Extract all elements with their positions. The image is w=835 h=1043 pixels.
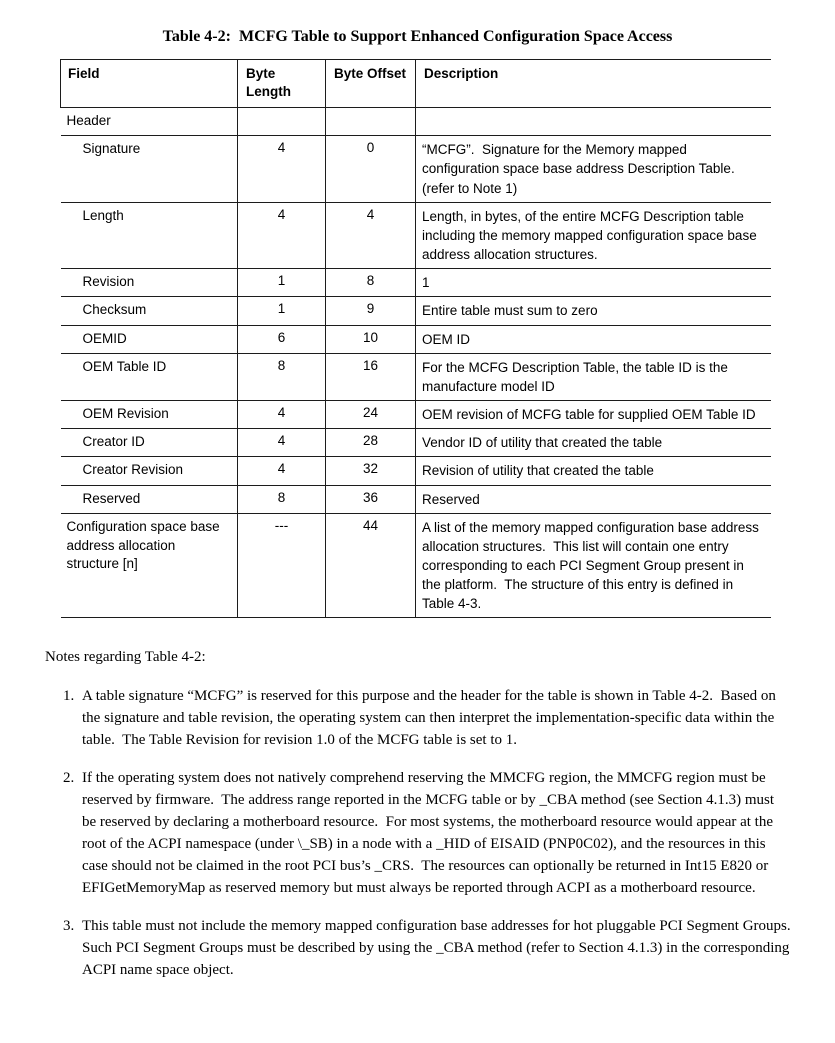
notes-list bbox=[45, 685, 799, 981]
byte-length-cell: --- bbox=[238, 513, 326, 618]
description-cell: OEM revision of MCFG table for supplied OEM Table ID bbox=[416, 401, 771, 429]
byte-length-cell: 8 bbox=[238, 353, 326, 400]
field-cell: Reserved bbox=[61, 485, 238, 513]
description-cell: For the MCFG Description Table, the table ID is the manufacture model ID bbox=[416, 353, 771, 400]
column-header-description: Description bbox=[416, 60, 771, 108]
byte-length-cell: 8 bbox=[238, 485, 326, 513]
column-header-byte-length: Byte Length bbox=[238, 60, 326, 108]
byte-offset-cell: 44 bbox=[326, 513, 416, 618]
byte-offset-cell: 28 bbox=[326, 429, 416, 457]
description-cell: Reserved bbox=[416, 485, 771, 513]
byte-length-cell: 4 bbox=[238, 136, 326, 202]
table-caption: Table 4-2: MCFG Table to Support Enhanced Configuration Space Access bbox=[162, 28, 673, 45]
byte-offset-cell: 32 bbox=[326, 457, 416, 485]
header-row bbox=[61, 60, 771, 108]
byte-length-cell: 4 bbox=[238, 429, 326, 457]
byte-offset-cell: 16 bbox=[326, 353, 416, 400]
table-row bbox=[61, 401, 771, 429]
description-cell: Revision of utility that created the table bbox=[416, 457, 771, 485]
note-item: 3. This table must not include the memory mapped configuration base addresses for hot pluggable PCI Segment Groups. Such PCI Segment Groups must be described by using the _CBA method (refer to Section 4.1.3) in the corresponding ACPI name space object. bbox=[78, 915, 791, 981]
table-row bbox=[61, 297, 771, 325]
byte-length-cell: 4 bbox=[238, 202, 326, 268]
table-row bbox=[61, 513, 771, 618]
description-cell: “MCFG”. Signature for the Memory mapped configuration space base address Description Table. (refer to Note 1) bbox=[416, 136, 771, 202]
byte-offset-cell: 24 bbox=[326, 401, 416, 429]
description-cell: Entire table must sum to zero bbox=[416, 297, 771, 325]
byte-offset-cell: 36 bbox=[326, 485, 416, 513]
field-cell: Creator Revision bbox=[61, 457, 238, 485]
table-row bbox=[61, 269, 771, 297]
field-cell: Revision bbox=[61, 269, 238, 297]
byte-offset-cell: 4 bbox=[326, 202, 416, 268]
column-header-field: Field bbox=[61, 60, 238, 108]
table-row bbox=[61, 325, 771, 353]
field-cell: Checksum bbox=[61, 297, 238, 325]
field-cell: Configuration space base address allocation structure [n] bbox=[61, 513, 238, 618]
field-cell: Signature bbox=[61, 136, 238, 202]
byte-length-cell: 1 bbox=[238, 297, 326, 325]
description-cell: 1 bbox=[416, 269, 771, 297]
byte-offset-cell: 0 bbox=[326, 136, 416, 202]
byte-length-cell: 4 bbox=[238, 457, 326, 485]
field-cell: OEMID bbox=[61, 325, 238, 353]
mcfg-table bbox=[60, 59, 771, 618]
byte-length-cell: 6 bbox=[238, 325, 326, 353]
byte-length-cell: 4 bbox=[238, 401, 326, 429]
field-cell: Header bbox=[61, 108, 238, 136]
byte-offset-cell: 10 bbox=[326, 325, 416, 353]
description-cell: OEM ID bbox=[416, 325, 771, 353]
description-cell: Length, in bytes, of the entire MCFG Description table including the memory mapped configuration space base address allocation structures. bbox=[416, 202, 771, 268]
note-item: 2. If the operating system does not natively comprehend reserving the MMCFG region, the MMCFG region must be reserved by firmware. The address range reported in the MCFG table or by _CBA method (see Section 4.1.3) must be reserved by declaring a motherboard resource. For most systems, the motherboard resource would appear at the root of the ACPI namespace (under \_SB) in a node with a _HID of EISAID (PNP0C02), and the resources in this case should not be claimed in the root PCI bus’s _CRS. The resources can optionally be returned in Int15 E820 or EFIGetMemoryMap as reserved memory but must always be reported through ACPI as a motherboard resource. bbox=[78, 767, 791, 899]
table-row bbox=[61, 136, 771, 202]
note-item: 1. A table signature “MCFG” is reserved for this purpose and the header for the table is shown in Table 4-2. Based on the signature and table revision, the operating system can then interpret the implementation-specific data within the table. The Table Revision for revision 1.0 of the MCFG table is set to 1. bbox=[78, 685, 791, 751]
field-cell: Length bbox=[61, 202, 238, 268]
byte-length-cell bbox=[238, 108, 326, 136]
byte-offset-cell: 8 bbox=[326, 269, 416, 297]
notes-heading: Notes regarding Table 4-2: bbox=[45, 649, 206, 666]
table-row bbox=[61, 202, 771, 268]
description-cell: A list of the memory mapped configuration base address allocation structures. This list will contain one entry corresponding to each PCI Segment Group present in the platform. The structure of this entry is defined in Table 4-3. bbox=[416, 513, 771, 618]
byte-length-cell: 1 bbox=[238, 269, 326, 297]
field-cell: Creator ID bbox=[61, 429, 238, 457]
column-header-byte-offset: Byte Offset bbox=[326, 60, 416, 108]
field-cell: OEM Revision bbox=[61, 401, 238, 429]
table-row bbox=[61, 457, 771, 485]
mcfg-table-body bbox=[61, 108, 771, 618]
byte-offset-cell bbox=[326, 108, 416, 136]
table-row bbox=[61, 429, 771, 457]
table-row bbox=[61, 353, 771, 400]
description-cell: Vendor ID of utility that created the table bbox=[416, 429, 771, 457]
table-row bbox=[61, 108, 771, 136]
mcfg-table-header bbox=[61, 60, 771, 108]
table-row bbox=[61, 485, 771, 513]
notes-section bbox=[45, 646, 799, 981]
field-cell: OEM Table ID bbox=[61, 353, 238, 400]
description-cell bbox=[416, 108, 771, 136]
byte-offset-cell: 9 bbox=[326, 297, 416, 325]
